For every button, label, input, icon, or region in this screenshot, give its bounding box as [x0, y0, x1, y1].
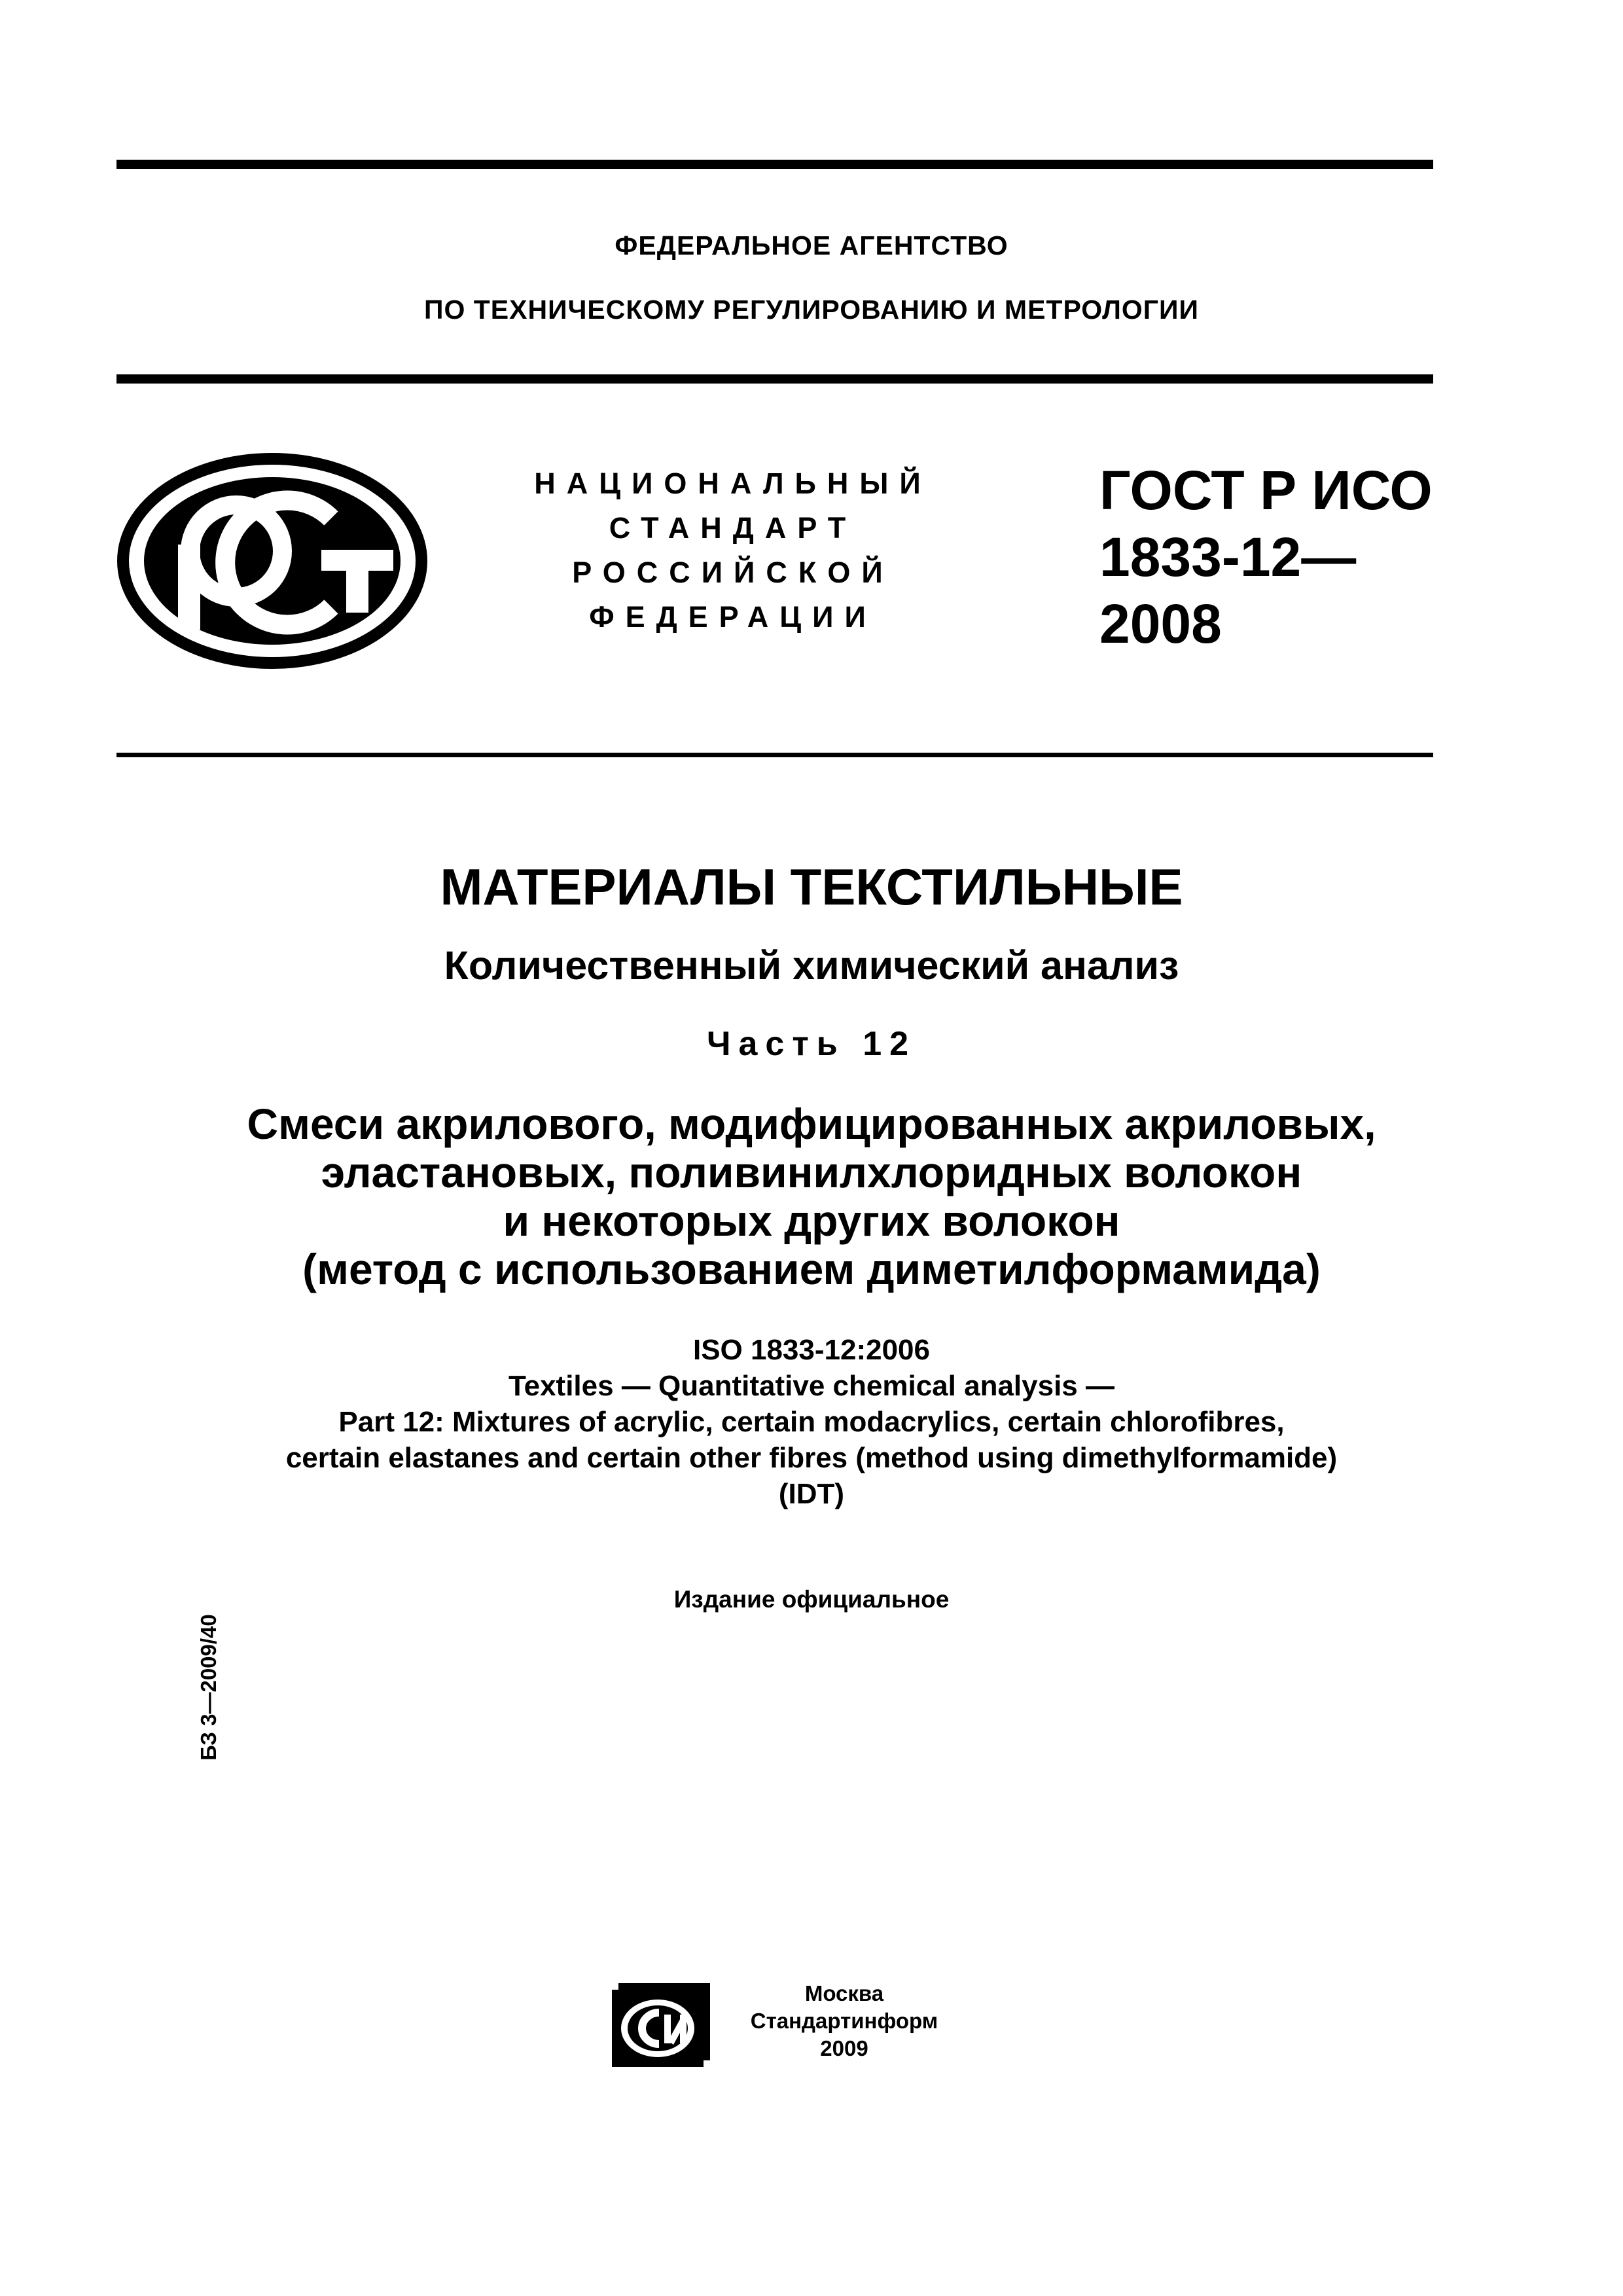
national-standard-line-3: РОССИЙСКОЙ — [572, 556, 894, 589]
top-rule — [116, 160, 1433, 169]
standartinform-logo-icon — [612, 1983, 710, 2067]
national-standard-block — [497, 461, 969, 639]
national-standard-line-1: НАЦИОНАЛЬНЫЙ — [534, 467, 932, 500]
part-title-line-4: (метод с использованием диметилформамида) — [302, 1245, 1321, 1293]
designation-line-2: 1833-12— — [1099, 526, 1357, 588]
publisher-name: Стандартинформ — [750, 2009, 938, 2033]
standard-designation — [1099, 457, 1433, 657]
part-title-line-2: эластановых, поливинилхлоридных волокон — [321, 1148, 1302, 1196]
iso-line-1: ISO 1833-12:2006 — [692, 1334, 931, 1366]
publisher-city: Москва — [804, 1981, 884, 2005]
agency-line-1: ФЕДЕРАЛЬНОЕ АГЕНТСТВО — [615, 230, 1008, 260]
national-standard-line-4: ФЕДЕРАЦИИ — [589, 600, 877, 634]
designation-line-1: ГОСТ Р ИСО — [1099, 459, 1433, 521]
iso-line-3: Part 12: Mixtures of acrylic, certain modacrylics, certain chlorofibres, — [338, 1406, 1285, 1438]
part-title-line-1: Смеси акрилового, модифицированных акриловых, — [247, 1100, 1376, 1148]
publisher-logo — [612, 1983, 710, 2067]
agency-rule — [116, 374, 1433, 384]
iso-line-5: (IDT) — [778, 1478, 845, 1510]
national-standard-line-2: СТАНДАРТ — [609, 511, 857, 545]
publisher-year: 2009 — [820, 2036, 868, 2060]
catalog-code: БЗ 3—2009/40 — [196, 1614, 221, 1761]
iso-line-4: certain elastanes and certain other fibres (method using dimethylformamide) — [285, 1442, 1338, 1474]
main-title: МАТЕРИАЛЫ ТЕКСТИЛЬНЫЕ — [440, 858, 1183, 916]
iso-reference — [0, 1332, 1623, 1512]
part-number: Часть 12 — [706, 1025, 917, 1063]
header-rule — [116, 753, 1433, 757]
publisher-info — [726, 1980, 962, 2062]
part-title — [0, 1100, 1623, 1293]
gost-logo — [115, 453, 429, 669]
agency-line-2: ПО ТЕХНИЧЕСКОМУ РЕГУЛИРОВАНИЮ И МЕТРОЛОГИИ — [424, 295, 1199, 325]
sub-title: Количественный химический анализ — [444, 943, 1179, 988]
designation-line-3: 2008 — [1099, 593, 1222, 655]
edition-note: Издание официальное — [673, 1586, 950, 1613]
rst-emblem-icon — [115, 453, 429, 669]
iso-line-2: Textiles — Quantitative chemical analysis — — [508, 1370, 1115, 1402]
part-title-line-3: и некоторых других волокон — [503, 1196, 1120, 1245]
